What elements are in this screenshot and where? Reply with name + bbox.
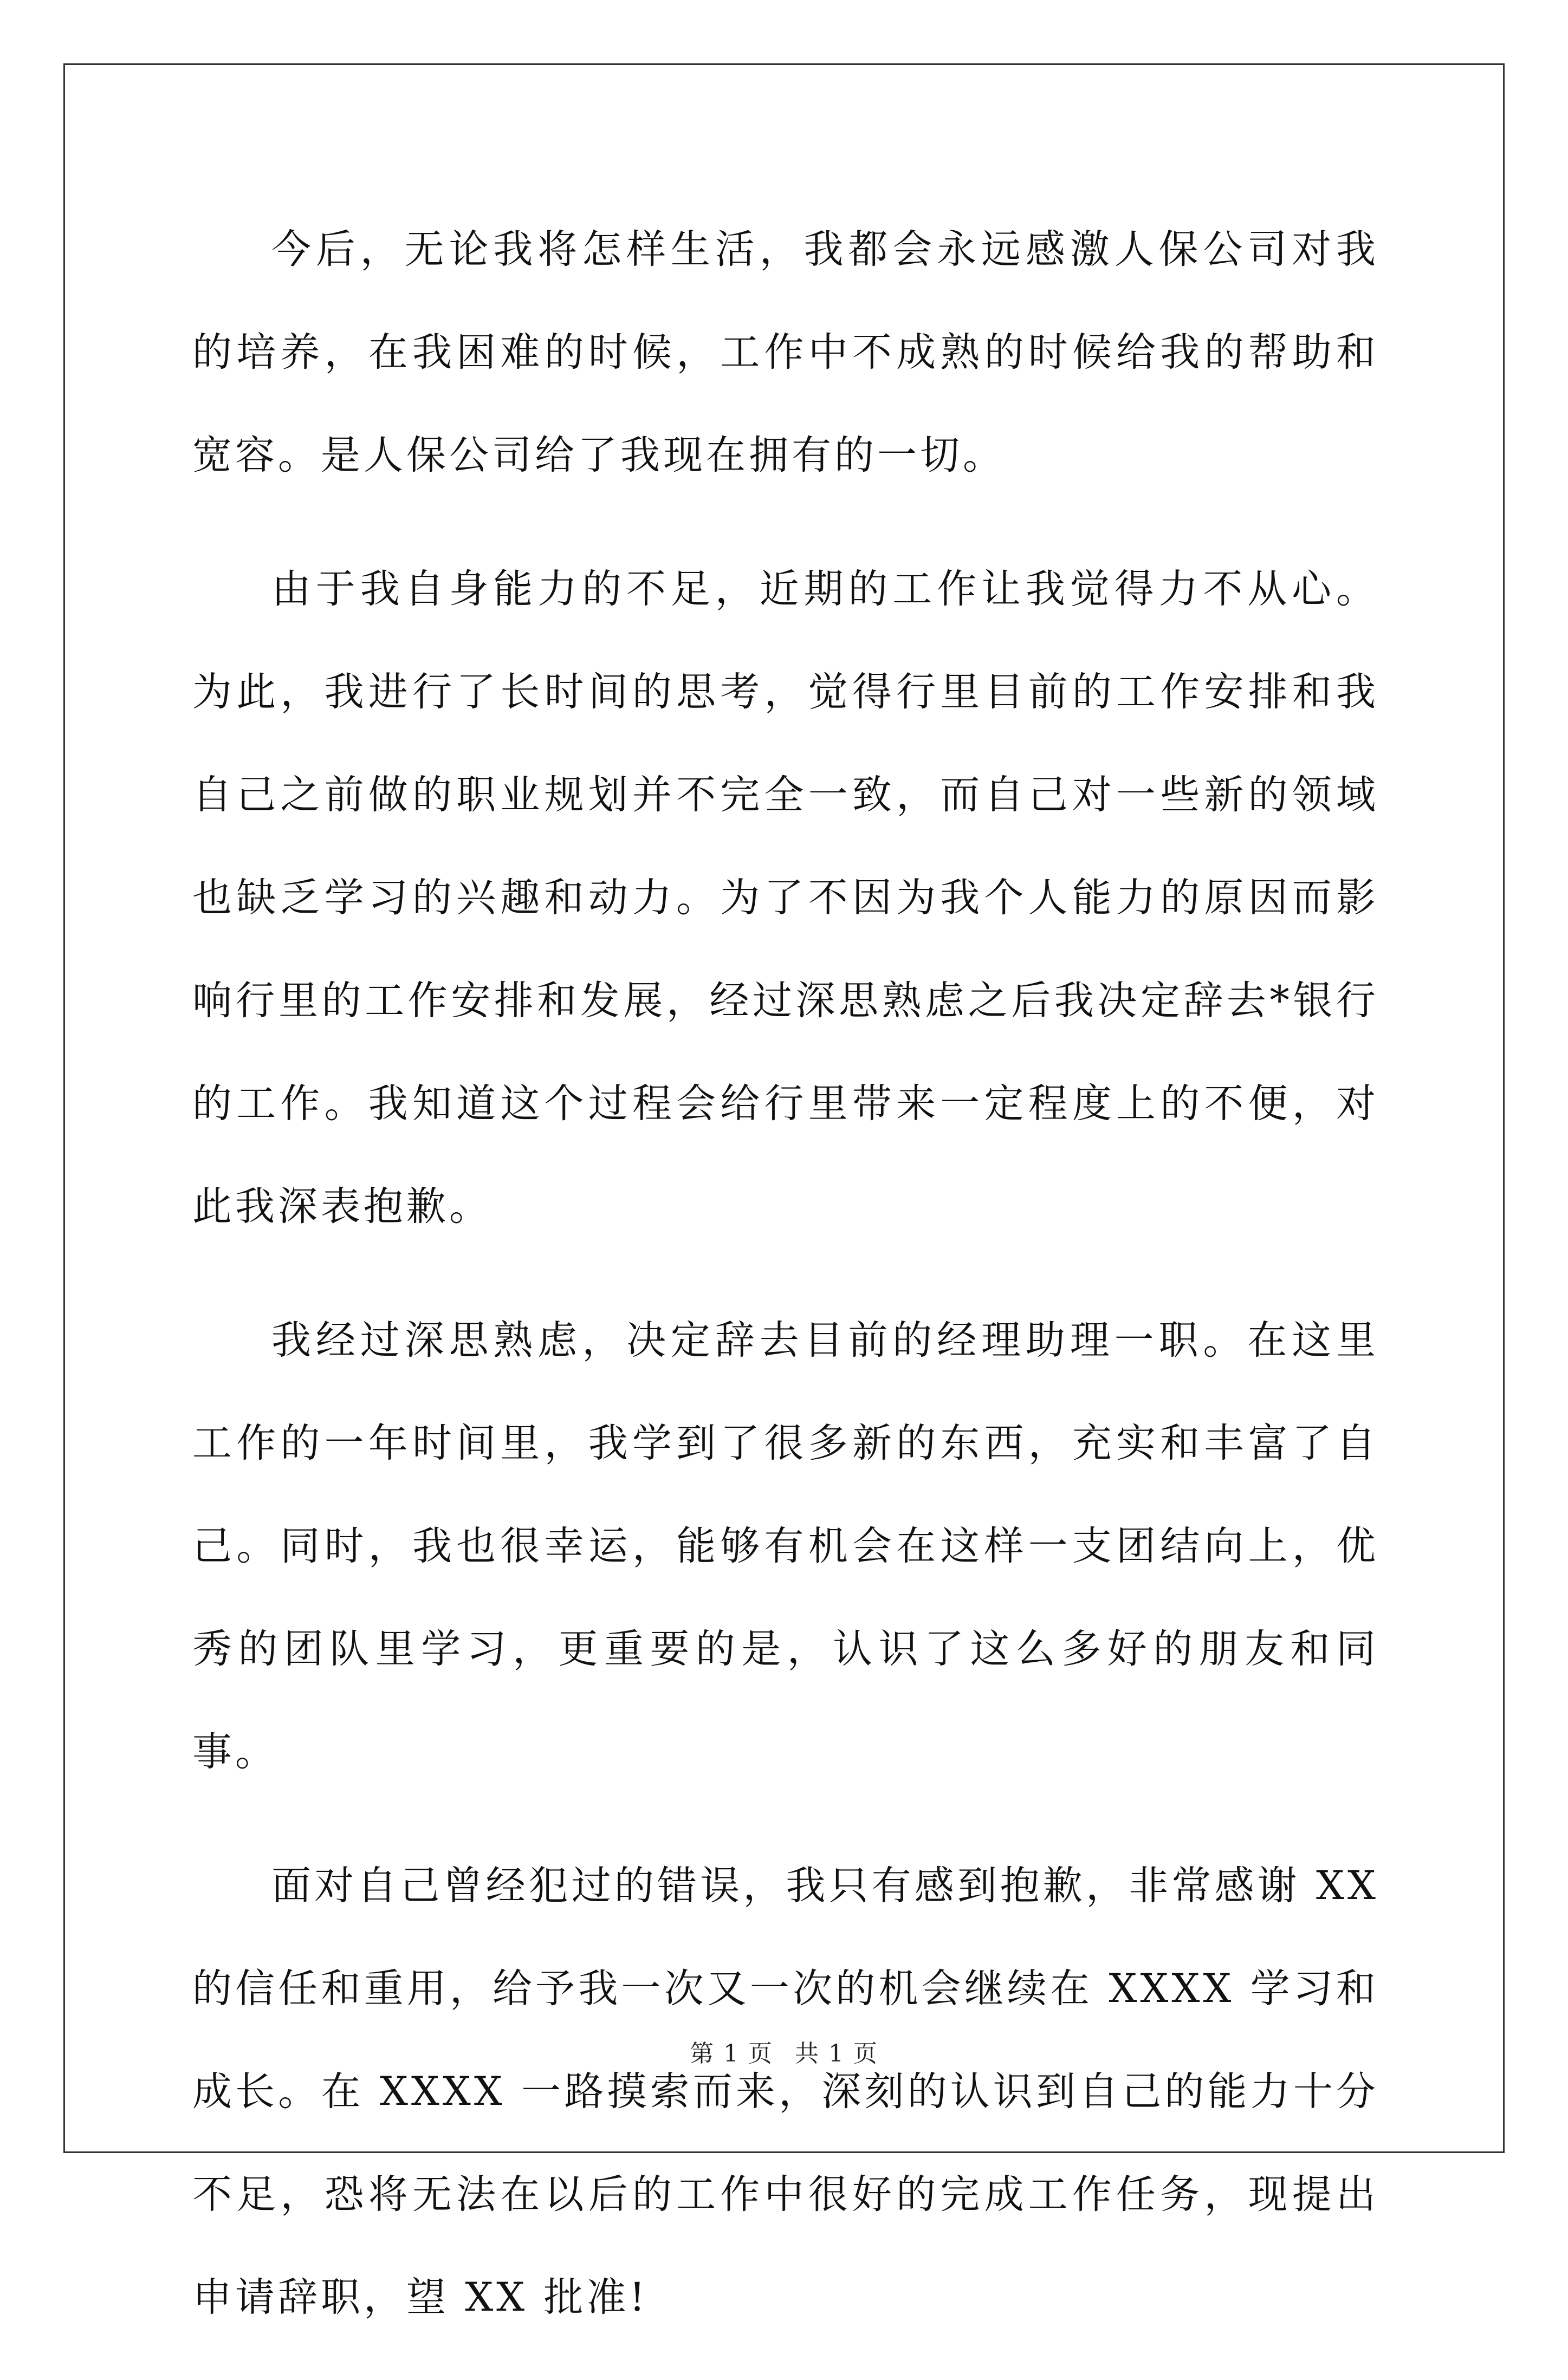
paragraph-1: 今后，无论我将怎样生活，我都会永远感激人保公司对我的培养，在我困难的时候，工作中不成熟的时候给我的帮助和宽容。是人保公司给了我现在拥有的一切。 [192, 226, 1379, 478]
paragraph-4: 面对自己曾经犯过的错误，我只有感到抱歉，非常感谢 XX 的信任和重用，给予我一次又一次的机会继续在 XXXX 学习和成长。在 XXXX 一路摸索而来，深刻的认识到自己的能力十分不足，恐将无法在以后的工作中很好的完成工作任务，现提出申请辞职，望 XX 批准! [192, 1863, 1379, 2320]
page-footer [0, 2038, 1568, 2070]
paragraph-3: 我经过深思熟虑，决定辞去目前的经理助理一职。在这里工作的一年时间里，我学到了很多新的东西，充实和丰富了自己。同时，我也很幸运，能够有机会在这样一支团结向上，优秀的团队里学习，更重要的是，认识了这么多好的朋友和同事。 [192, 1317, 1379, 1775]
page-count: 共 1 页 [795, 2040, 878, 2067]
page-number: 第 1 页 [690, 2040, 773, 2067]
paragraph-2: 由于我自身能力的不足，近期的工作让我觉得力不从心。为此，我进行了长时间的思考，觉得行里目前的工作安排和我自己之前做的职业规划并不完全一致，而自己对一些新的领域也缺乏学习的兴趣和动力。为了不因为我个人能力的原因而影响行里的工作安排和发展，经过深思熟虑之后我决定辞去*银行的工作。我知道这个过程会给行里带来一定程度上的不便，对此我深表抱歉。 [192, 566, 1379, 1230]
